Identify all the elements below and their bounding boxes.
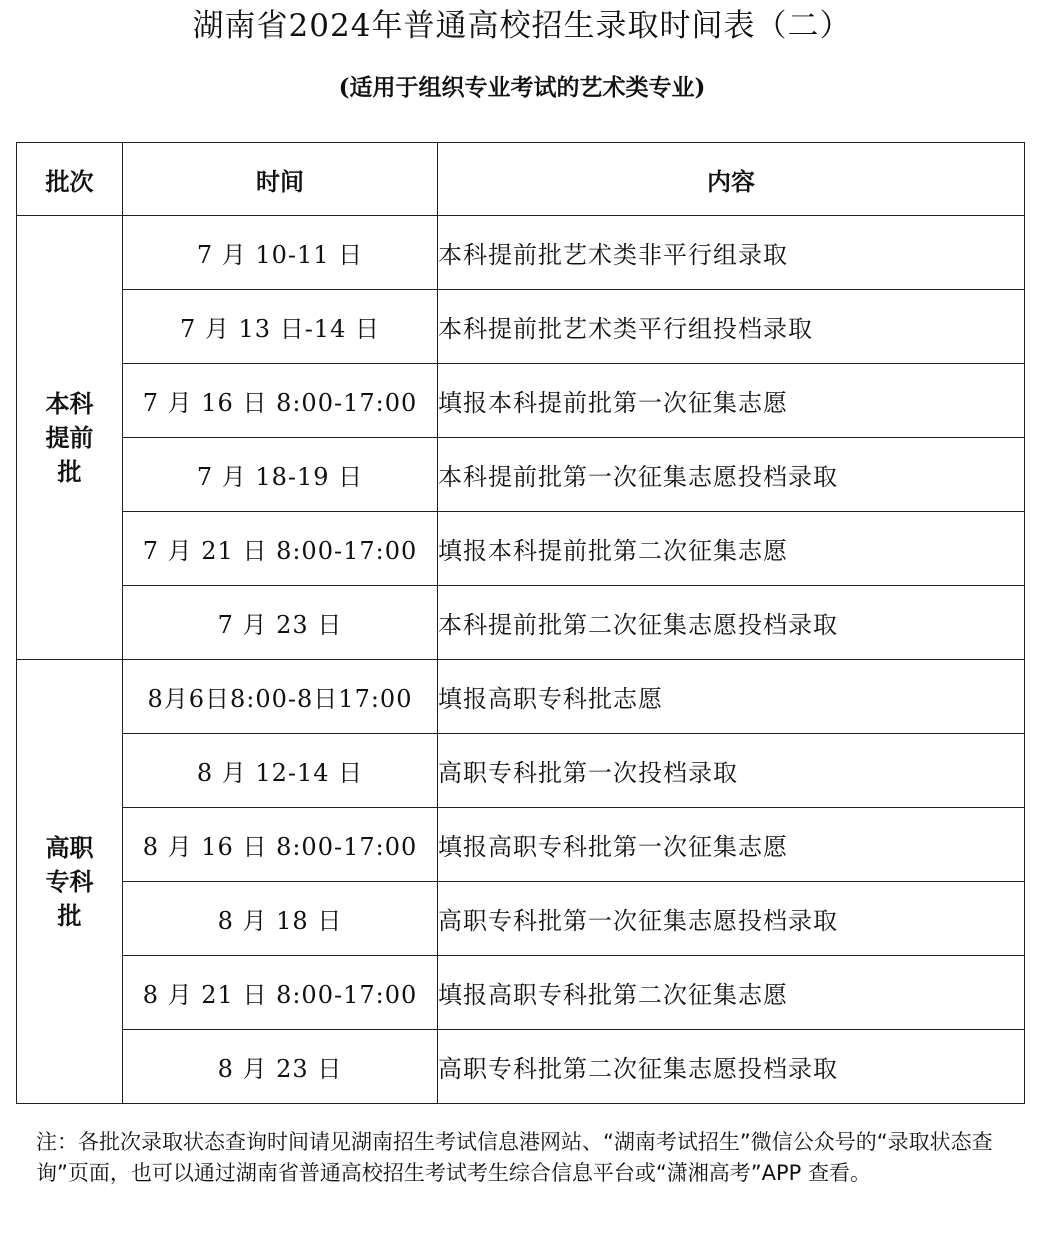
- content-cell: 本科提前批艺术类平行组投档录取: [438, 290, 1025, 364]
- table-row: [17, 438, 1025, 512]
- time-cell: 7 月 21 日 8:00-17:00: [123, 512, 438, 586]
- batch-cell-undergraduate-early: [17, 216, 123, 660]
- time-cell: 8 月 12-14 日: [123, 734, 438, 808]
- table-row: [17, 216, 1025, 290]
- table-row: [17, 808, 1025, 882]
- table-row: [17, 1030, 1025, 1104]
- time-cell: 8 月 21 日 8:00-17:00: [123, 956, 438, 1030]
- content-cell: 填报本科提前批第一次征集志愿: [438, 364, 1025, 438]
- content-cell: 本科提前批第一次征集志愿投档录取: [438, 438, 1025, 512]
- content-cell: 填报本科提前批第二次征集志愿: [438, 512, 1025, 586]
- table-row: [17, 512, 1025, 586]
- content-cell: 本科提前批艺术类非平行组录取: [438, 216, 1025, 290]
- header-time: 时间: [123, 143, 438, 216]
- table-row: [17, 956, 1025, 1030]
- table-row: [17, 290, 1025, 364]
- table-row: [17, 660, 1025, 734]
- header-batch: 批次: [17, 143, 123, 216]
- table-row: [17, 364, 1025, 438]
- time-cell: 7 月 23 日: [123, 586, 438, 660]
- table-row: [17, 734, 1025, 808]
- header-row: [17, 143, 1025, 216]
- table-row: [17, 882, 1025, 956]
- time-cell: 7 月 18-19 日: [123, 438, 438, 512]
- batch-label: 本科提前批: [45, 389, 94, 486]
- footnote: 注：各批次录取状态查询时间请见湖南招生考试信息港网站、“湖南考试招生”微信公众号的“录取状态查询”页面，也可以通过湖南省普通高校招生考试考生综合信息平台或“潇湘高考”APP 查看。: [36, 1130, 993, 1185]
- content-cell: 本科提前批第二次征集志愿投档录取: [438, 586, 1025, 660]
- time-cell: 8月6日8:00-8日17:00: [123, 660, 438, 734]
- time-cell: 7 月 16 日 8:00-17:00: [123, 364, 438, 438]
- page-subtitle: (适用于组织专业考试的艺术类专业): [338, 74, 706, 101]
- time-cell: 8 月 23 日: [123, 1030, 438, 1104]
- batch-label: 高职专科批: [45, 833, 94, 930]
- batch-cell-vocational: [17, 660, 123, 1104]
- content-cell: 高职专科批第二次征集志愿投档录取: [438, 1030, 1025, 1104]
- content-cell: 填报高职专科批第一次征集志愿: [438, 808, 1025, 882]
- admission-schedule-table: [16, 142, 1025, 1104]
- header-content: 内容: [438, 143, 1025, 216]
- content-cell: 填报高职专科批第二次征集志愿: [438, 956, 1025, 1030]
- table-row: [17, 586, 1025, 660]
- time-cell: 8 月 18 日: [123, 882, 438, 956]
- content-cell: 高职专科批第一次征集志愿投档录取: [438, 882, 1025, 956]
- time-cell: 7 月 13 日-14 日: [123, 290, 438, 364]
- time-cell: 8 月 16 日 8:00-17:00: [123, 808, 438, 882]
- content-cell: 填报高职专科批志愿: [438, 660, 1025, 734]
- content-cell: 高职专科批第一次投档录取: [438, 734, 1025, 808]
- page-title: 湖南省2024年普通高校招生录取时间表（二）: [192, 8, 852, 44]
- time-cell: 7 月 10-11 日: [123, 216, 438, 290]
